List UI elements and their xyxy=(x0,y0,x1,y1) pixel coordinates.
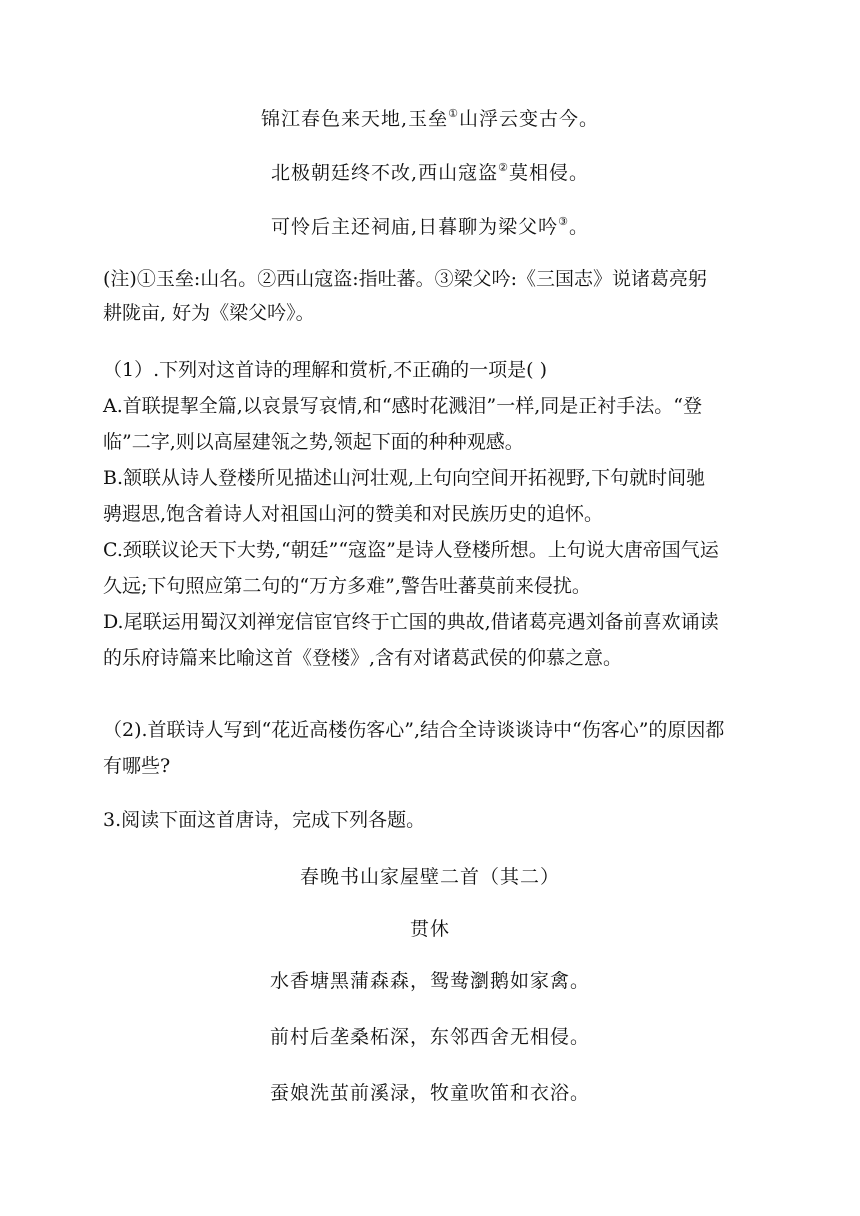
poem1-line-1-text-a: 锦江春色来天地,玉垒 xyxy=(261,108,449,130)
question-1-stem: （1）.下列对这首诗的理解和赏析,不正确的一项是( ) xyxy=(103,359,548,381)
poem2-line-3: 蚕娘洗茧前溪渌，牧童吹笛和衣浴。 xyxy=(269,1082,590,1104)
option-a-line-2: 临”二字,则以高屋建瓴之势,领起下面的种种观感。 xyxy=(103,431,524,453)
option-c-line-1: C.颈联议论天下大势,“朝廷”“寇盗”是诗人登楼所想。上句说大唐帝国气运 xyxy=(103,539,719,561)
question-2-line-1: （2).首联诗人写到“花近高楼伤客心”,结合全诗谈谈诗中“伤客心”的原因都 xyxy=(103,719,725,741)
option-d-line-1: D.尾联运用蜀汉刘禅宠信宦官终于亡国的典故,借诸葛亮遇刘备前喜欢诵读 xyxy=(103,611,719,633)
question-2-line-2: 有哪些? xyxy=(103,755,171,777)
poem-notes xyxy=(103,262,763,330)
option-b-line-2: 骋遐思,饱含着诗人对祖国山河的赞美和对民族历史的追怀。 xyxy=(103,503,604,525)
poem1-line-2 xyxy=(0,158,860,185)
question-2 xyxy=(103,712,763,784)
footnote-marker-1: ① xyxy=(448,107,459,120)
poem1-line-2-text-a: 北极朝廷终不改,西山寇盗 xyxy=(271,162,499,184)
poem1-line-1 xyxy=(0,104,860,131)
poem2-line-1: 水香塘黑蒲森森，鸳鸯瀏鹅如家禽。 xyxy=(269,970,590,992)
poem2-line-2: 前村后垄桑柘深，东邻西舍无相侵。 xyxy=(269,1026,590,1048)
note-line-1: (注)①玉垒:山名。②西山寇盗:指吐蕃。③梁父吟:《三国志》说诸葛亮躬 xyxy=(103,268,708,290)
poem2-author: 贯休 xyxy=(409,918,450,940)
poem1-line-3 xyxy=(0,212,860,239)
poem1-line-3-text-a: 可怜后主还祠庙,日暮聊为梁父吟 xyxy=(271,216,559,238)
note-line-2: 耕陇亩, 好为《梁父吟》。 xyxy=(103,302,315,324)
poem1-line-1-text-b: 山浮云变古今。 xyxy=(458,108,599,130)
footnote-marker-2: ② xyxy=(498,161,509,174)
poem1-line-2-text-b: 莫相侵。 xyxy=(508,162,589,184)
section-3-instruction: 3.阅读下面这首唐诗，完成下列各题。 xyxy=(103,809,426,831)
question-1 xyxy=(103,352,763,676)
footnote-marker-3: ③ xyxy=(558,215,569,228)
option-d-line-2: 的乐府诗篇来比喻这首《登楼》,含有对诸葛武侯的仰慕之意。 xyxy=(103,647,623,669)
poem2-title: 春晚书山家屋壁二首（其二） xyxy=(299,866,560,888)
option-c-line-2: 久远;下句照应第二句的“万方多难”,警告吐蕃莫前来侵扰。 xyxy=(103,575,591,597)
option-b-line-1: B.颔联从诗人登楼所见描述山河壮观,上句向空间开拓视野,下句就时间驰 xyxy=(103,467,706,489)
option-a-line-1: A.首联提挈全篇,以哀景写哀情,和“感时花溅泪”一样,同是正衬手法。“登 xyxy=(103,395,703,417)
poem1-line-3-text-b: 。 xyxy=(568,216,589,238)
